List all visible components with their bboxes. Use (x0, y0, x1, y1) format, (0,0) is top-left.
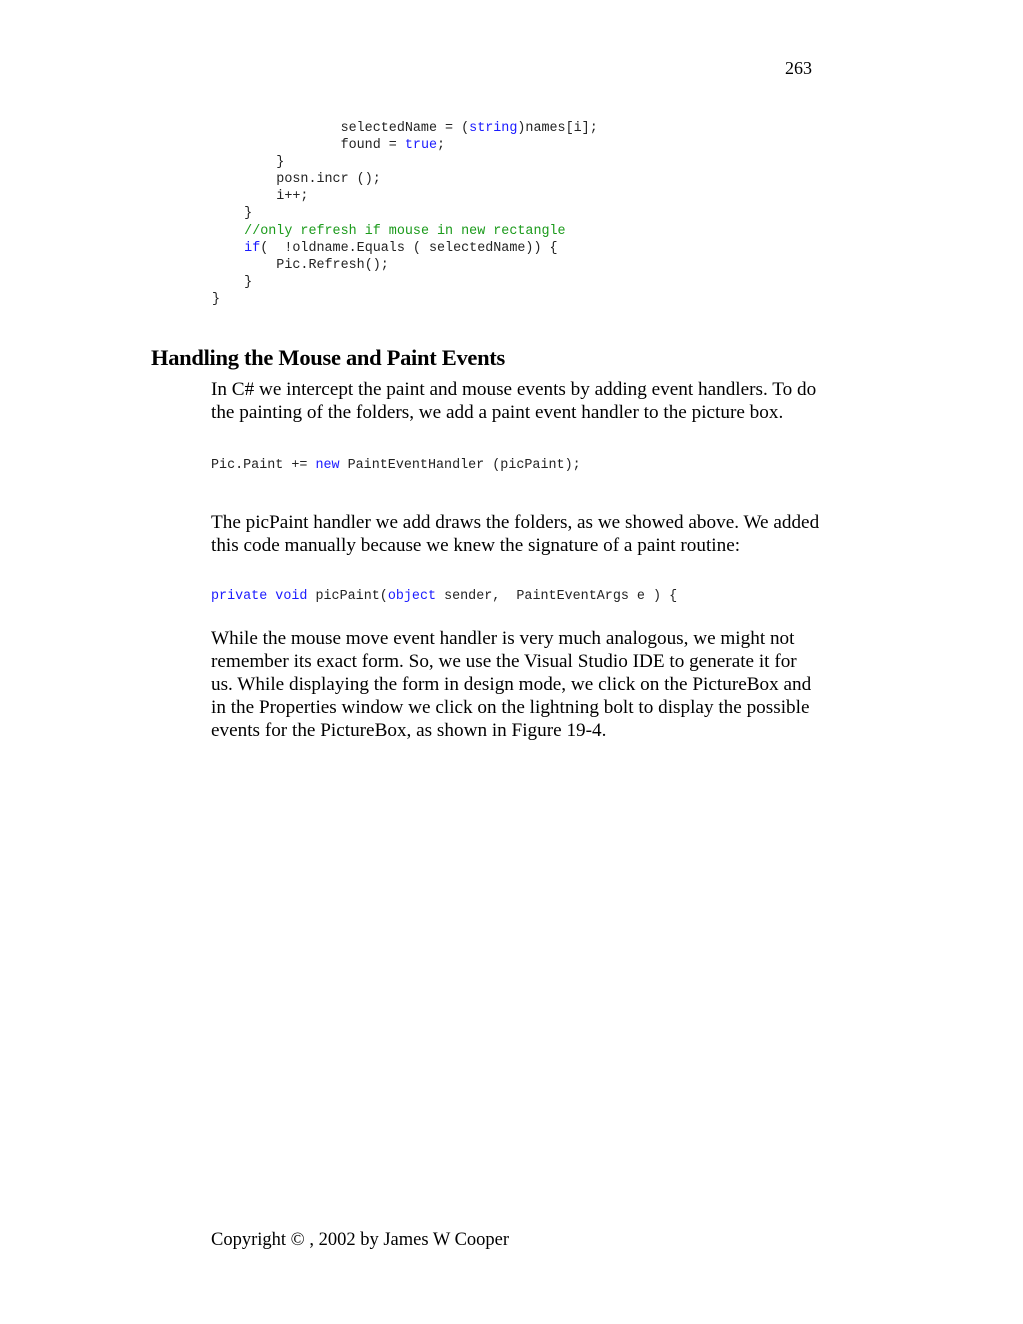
paragraph-2: The picPaint handler we add draws the folders, as we showed above. We added this code manually because we knew the signature of a paint routine: (211, 512, 820, 556)
code-line: } (244, 206, 253, 222)
code-line: selectedName = (string)names[i]; (340, 121, 598, 136)
code-line: if( !oldname.Equals ( selectedName)) { (244, 240, 558, 256)
code-line: } (276, 155, 285, 171)
code-comment: //only refresh if mouse in new rectangle (244, 223, 566, 239)
code-line-paint: Pic.Paint += new PaintEventHandler (picPaint); (211, 458, 581, 473)
code-line-signature: private void picPaint(object sender, PaintEventArgs e ) { (211, 589, 678, 604)
code-block-top (212, 120, 598, 308)
copyright-footer: Copyright © , 2002 by James W Cooper (211, 1230, 510, 1250)
section-heading: Handling the Mouse and Paint Events (151, 345, 505, 370)
code-line: found = true; (340, 138, 446, 154)
code-line: } (244, 274, 253, 290)
paragraph-3: While the mouse move event handler is very much analogous, we might not remember its exact form. So, we use the Visual Studio IDE to generate it for us. While displaying the form in design mode, we click on the PictureBox and in the Properties window we click on the lightning bolt to display the possible events for the PictureBox, as shown in Figure 19-4. (211, 628, 812, 741)
paragraph-1: In C# we intercept the paint and mouse events by adding event handlers. To do the painting of the folders, we add a paint event handler to the picture box. (211, 379, 817, 423)
code-line: } (212, 291, 221, 307)
code-line: i++; (276, 189, 309, 205)
code-line: Pic.Refresh(); (276, 257, 389, 273)
code-line: posn.incr (); (276, 172, 381, 188)
page-number: 263 (785, 58, 812, 78)
